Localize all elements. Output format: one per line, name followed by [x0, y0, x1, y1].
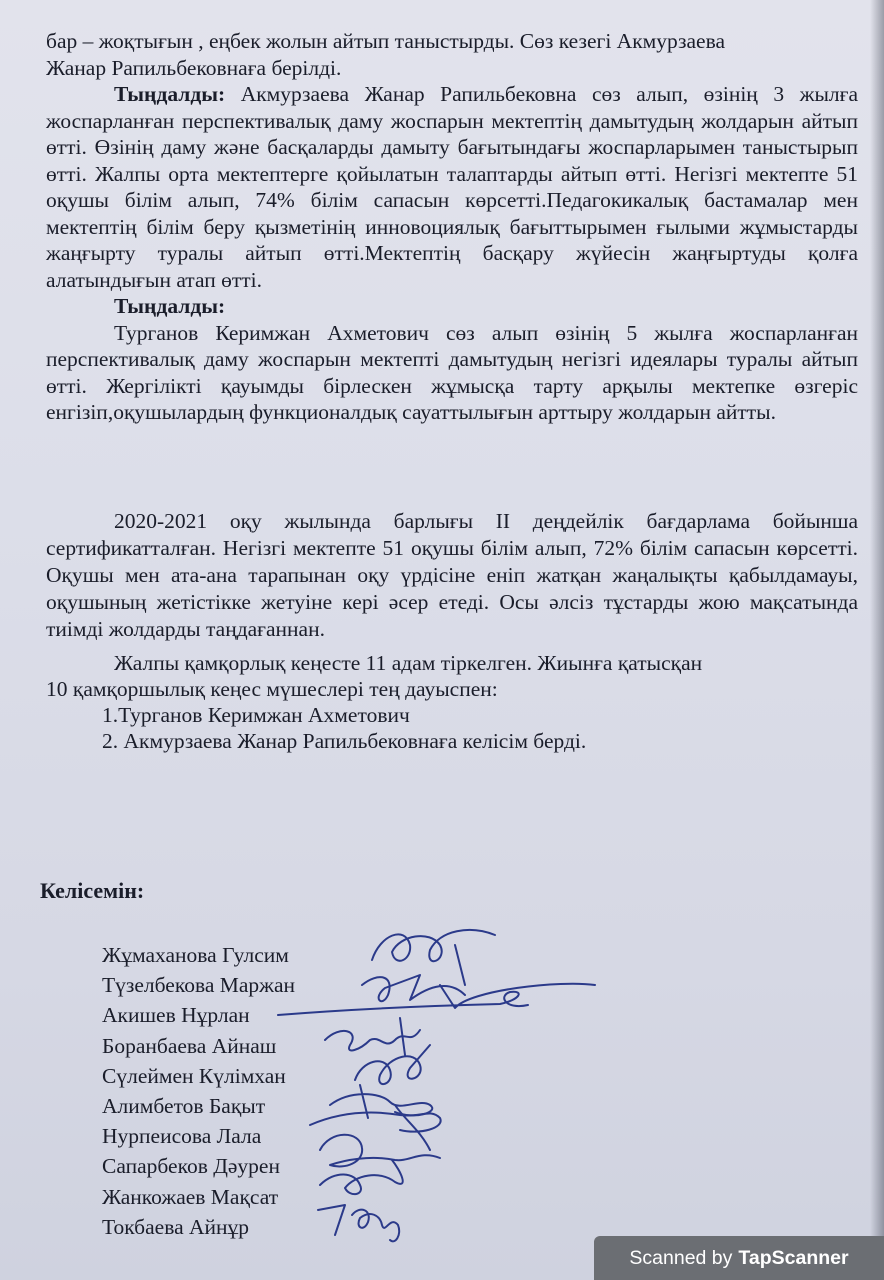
signatory-list [102, 940, 295, 1242]
signatory-name: Жұмаханова Гулсим [102, 943, 289, 967]
paragraph-1-text: Акмурзаева Жанар Рапильбековна сөз алып, өзінің 3 жылға жоспарланған перспективалық даму жоспарын мектептің дамытудың жолдарын айтып өтті. Өзінің даму және басқаларды дамыту бағытындағы жоспарларымен таныстырып өтті. Жалпы орта мектептерге қойылатын талаптарды айтып өтті. Негізгі мектепте 51 оқушы білім алып, 74% білім сапасын көрсетті.Педагокикалық бастамалар мен мектептің білім беру қызметінің инновоциялық бағыттырымен ғылыми жұмыстарды жаңғырту туралы айтып өтті.Мектептің басқару жүйесін жаңғыртуды қолға алатындығын атап өтті. [46, 82, 859, 292]
council-line-1: Жалпы қамқорлық кеңесте 11 адам тіркелген. Жиынға қатысқан [114, 651, 703, 675]
paragraph-3-block [46, 508, 858, 643]
watermark-prefix: Scanned by [629, 1246, 733, 1269]
paragraph-3: 2020-2021 оқу жылында барлығы II деңдейлік бағдарлама бойынша сертификатталған. Негізгі мектепте 51 оқушы білім алып, 72% білім сапасын көрсетті. Оқушы мен ата-ана тарапынан оқу үрдісіне еніп жатқан жаңалықты қабылдамауы, оқушының жетістікке жетуіне кері әсер етеді. Осы әлсіз тұстарды жою мақсатында тиімді жолдарды таңдағаннан. [46, 509, 858, 641]
heard-label-2: Тыңдалды: [114, 294, 226, 318]
signatory-name: Боранбаева Айнаш [102, 1033, 277, 1058]
document-body-top [46, 28, 858, 426]
signatory-name: Акишев Нұрлан [102, 1003, 250, 1028]
signatory-name: Сүлеймен Күлімхан [102, 1063, 286, 1088]
paragraph-1 [46, 81, 858, 293]
watermark-brand: TapScanner [738, 1246, 849, 1269]
signatory-name: Түзелбекова Маржан [102, 973, 296, 998]
council-line-2: 10 қамқоршылық кеңес мүшеслері тең дауыспен: [46, 677, 498, 701]
intro-line-1: бар – жоқтығын , еңбек жолын айтып таныстырды. Сөз кезегі Акмурзаева [46, 29, 726, 53]
signatory-name: Нурпеисова Лала [102, 1124, 262, 1149]
consent-title: Келісемін: [40, 878, 145, 903]
heard-label: Тыңдалды: [114, 82, 226, 106]
page-edge-shadow [870, 0, 884, 1280]
candidate-2: 2. Акмурзаева Жанар Рапильбековнаға келісім берді. [102, 729, 587, 753]
signatory-name: Жанкожаев Мақсат [102, 1184, 279, 1209]
intro-line-2: Жанар Рапильбековнаға берілді. [46, 55, 342, 80]
candidate-1: 1.Турганов Керимжан Ахметович [102, 703, 410, 727]
scanner-watermark [594, 1236, 884, 1280]
signatory-name: Токбаева Айнұр [102, 1214, 250, 1239]
signatory-name: Алимбетов Бақыт [102, 1094, 266, 1119]
council-block [46, 650, 858, 754]
paragraph-2: Турганов Керимжан Ахметович сөз алып өзінің 5 жылға жоспарланған перспективалық даму жоспарын мектепті дамытудың негізгі идеялары туралы айтып өтті. Жергілікті қауымды бірлескен жұмысқа тарту арқылы мектепке өзгеріс енгізіп,оқушылардың функционалдық сауаттылығын арттыру жолдарын айтты. [46, 320, 858, 424]
signatory-name: Сапарбеков Дәурен [102, 1154, 280, 1179]
